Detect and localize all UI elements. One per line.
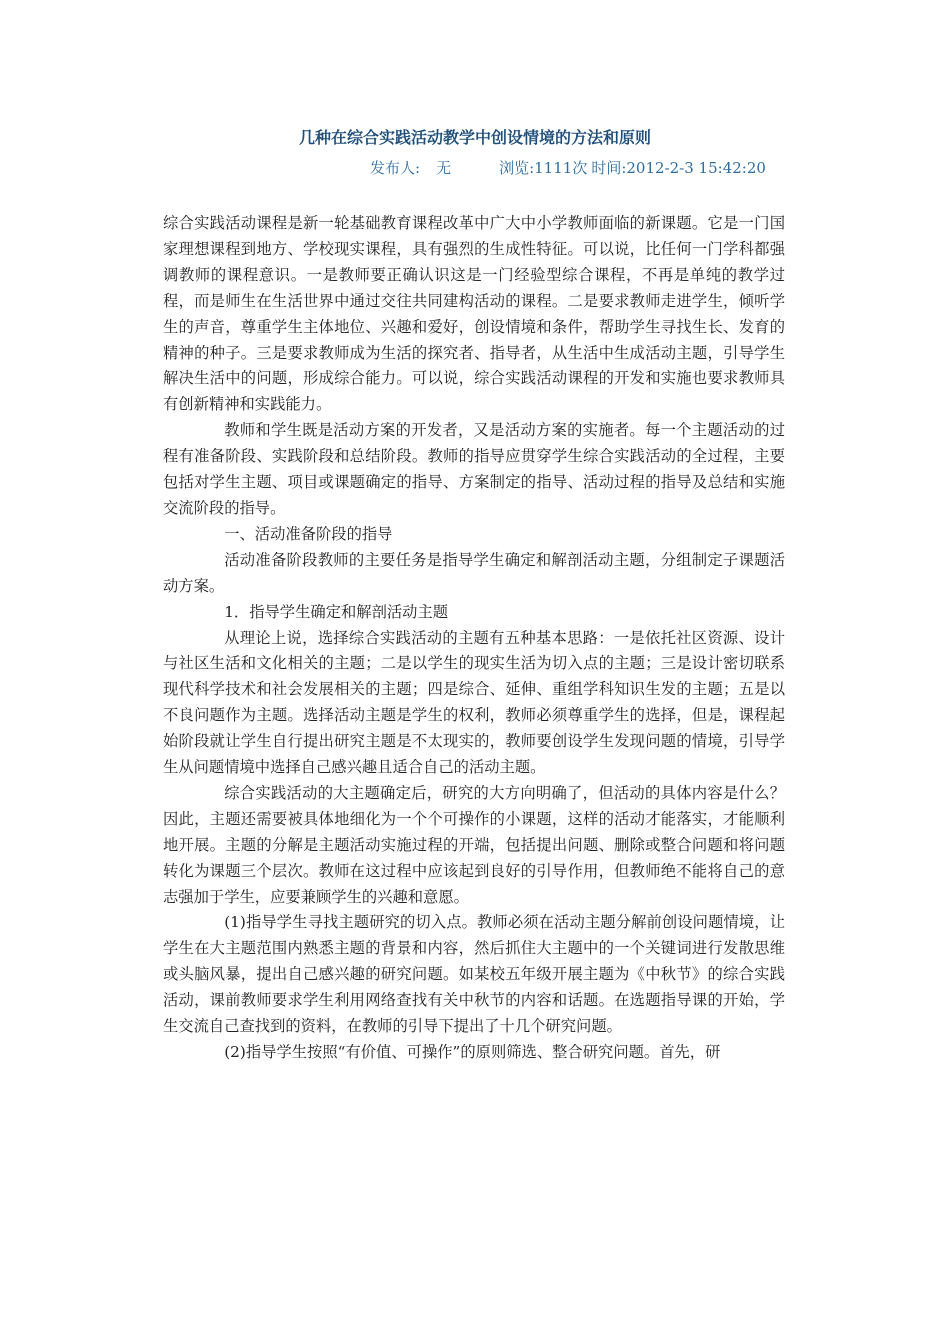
paragraph-prep-tasks: 活动准备阶段教师的主要任务是指导学生确定和解剖活动主题，分组制定子课题活动方案。 bbox=[163, 550, 785, 595]
section-heading-1: 一、活动准备阶段的指导 bbox=[224, 524, 393, 543]
paragraph-intro: 综合实践活动课程是新一轮基础教育课程改革中广大中小学教师面临的新课题。它是一门国家理想课程到地方、学校现实课程，具有强烈的生成性特征。可以说，比任何一门学科都强调教师的课程意识。一是教师要正确认识这是一门经验型综合课程，不再是单纯的教学过程，而是师生在生活世界中通过交往共同建构活动的课程。二是要求教师走进学生，倾听学生的声音，尊重学生主体地位、兴趣和爱好，创设情境和条件，帮助学生寻找生长、发育的精神的种子。三是要求教师成为生活的探究者、指导者，从生活中生成活动主题，引导学生解决生活中的问题，形成综合能力。可以说，综合实践活动课程的开发和实施也要求教师具有创新精神和实践能力。 bbox=[163, 214, 785, 414]
time-value: 2012-2-3 15:42:20 bbox=[626, 159, 766, 177]
subsection-heading-1: 1．指导学生确定和解剖活动主题 bbox=[224, 602, 449, 621]
publisher-label: 发布人: bbox=[370, 159, 421, 177]
document-title: 几种在综合实践活动教学中创设情境的方法和原则 bbox=[298, 128, 651, 147]
paragraph-roles: 教师和学生既是活动方案的开发者，又是活动方案的实施者。每一个主题活动的过程有准备阶段、实践阶段和总结阶段。教师的指导应贯穿学生综合实践活动的全过程，主要包括对学生主题、项目或课题确定的指导、方案制定的指导、活动过程的指导及总结和实施交流阶段的指导。 bbox=[163, 421, 785, 517]
views-label: 浏览: bbox=[499, 159, 535, 177]
paragraph-point-1: (1)指导学生寻找主题研究的切入点。教师必须在活动主题分解前创设问题情境，让学生在大主题范围内熟悉主题的背景和内容，然后抓住大主题中的一个关键词进行发散思维或头脑风暴，提出自己感兴趣的研究问题。如某校五年级开展主题为《中秋节》的综合实践活动，课前教师要求学生利用网络查找有关中秋节的内容和话题。在选题指导课的开始，学生交流自己查找到的资料，在教师的引导下提出了十几个研究问题。 bbox=[163, 913, 785, 1036]
publisher-value: 无 bbox=[436, 159, 452, 177]
paragraph-topic-ideas: 从理论上说，选择综合实践活动的主题有五种基本思路：一是依托社区资源、设计与社区生活和文化相关的主题；二是以学生的现实生活为切入点的主题；三是设计密切联系现代科学技术和社会发展相关的主题；四是综合、延伸、重组学科知识生发的主题；五是以不良问题作为主题。选择活动主题是学生的权利，教师必须尊重学生的选择，但是，课程起始阶段就让学生自行提出研究主题是不太现实的，教师要创设学生发现问题的情境，引导学生从问题情境中选择自己感兴趣且适合自己的活动主题。 bbox=[163, 628, 785, 777]
time-label: 时间: bbox=[591, 159, 627, 177]
paragraph-point-2: (2)指导学生按照“有价值、可操作”的原则筛选、整合研究问题。首先，研 bbox=[224, 1043, 721, 1061]
document-body bbox=[163, 211, 785, 1066]
article-meta bbox=[370, 158, 890, 178]
views-value: 1111次 bbox=[534, 159, 588, 177]
paragraph-topic-breakdown: 综合实践活动的大主题确定后，研究的大方向明确了，但活动的具体内容是什么？因此，主题还需要被具体地细化为一个个可操作的小课题，这样的活动才能落实，才能顺利地开展。主题的分解是主题活动实施过程的开端，包括提出问题、删除或整合问题和将问题转化为课题三个层次。教师在这过程中应该起到良好的引导作用，但教师绝不能将自己的意志强加于学生，应要兼顾学生的兴趣和意愿。 bbox=[163, 783, 785, 906]
